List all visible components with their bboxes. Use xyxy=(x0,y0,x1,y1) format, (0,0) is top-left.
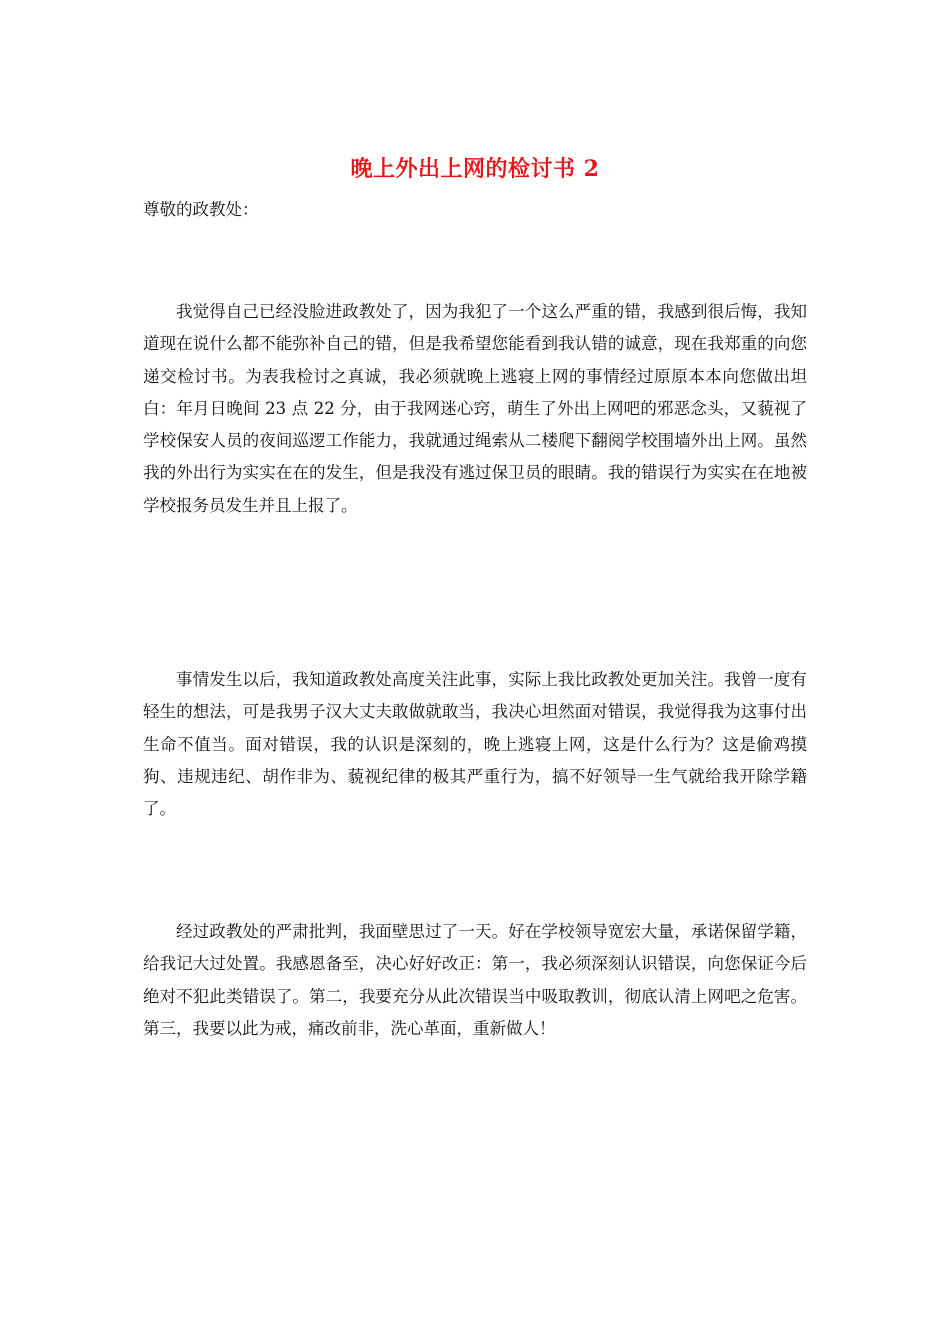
salutation: 尊敬的政教处： xyxy=(143,200,259,219)
document-title: 晚上外出上网的检讨书 2 xyxy=(350,156,600,182)
paragraph-1: 我觉得自己已经没脸进政教处了，因为我犯了一个这么严重的错，我感到很后悔，我知道现在说什么都不能弥补自己的错，但是我希望您能看到我认错的诚意，现在我郑重的向您递交检讨书。为表我检讨之真诚，我必须就晚上逃寝上网的事情经过原原本本向您做出坦白：年月日晚间 23 点 22 分，由于我网迷心窍，萌生了外出上网吧的邪恶念头，又藐视了学校保安人员的夜间巡逻工作能力，我就通过绳索从二楼爬下翻阅学校围墙外出上网。虽然我的外出行为实实在在的发生，但是我没有逃过保卫员的眼睛。我的错误行为实实在在地被学校报务员发生并且上报了。 xyxy=(143,302,807,515)
paragraph-3: 经过政教处的严肃批判，我面壁思过了一天。好在学校领导宽宏大量，承诺保留学籍，给我记大过处置。我感恩备至，决心好好改正：第一，我必须深刻认识错误，向您保证今后绝对不犯此类错误了。第二，我要充分从此次错误当中吸取教训，彻底认清上网吧之危害。第三，我要以此为戒，痛改前非，洗心革面，重新做人！ xyxy=(143,922,807,1038)
paragraph-2: 事情发生以后，我知道政教处高度关注此事，实际上我比政教处更加关注。我曾一度有轻生的想法，可是我男子汉大丈夫敢做就敢当，我决心坦然面对错误，我觉得我为这事付出生命不值当。面对错误，我的认识是深刻的，晚上逃寝上网，这是什么行为？这是偷鸡摸狗、违规违纪、胡作非为、藐视纪律的极其严重行为，搞不好领导一生气就给我开除学籍了。 xyxy=(143,670,807,819)
